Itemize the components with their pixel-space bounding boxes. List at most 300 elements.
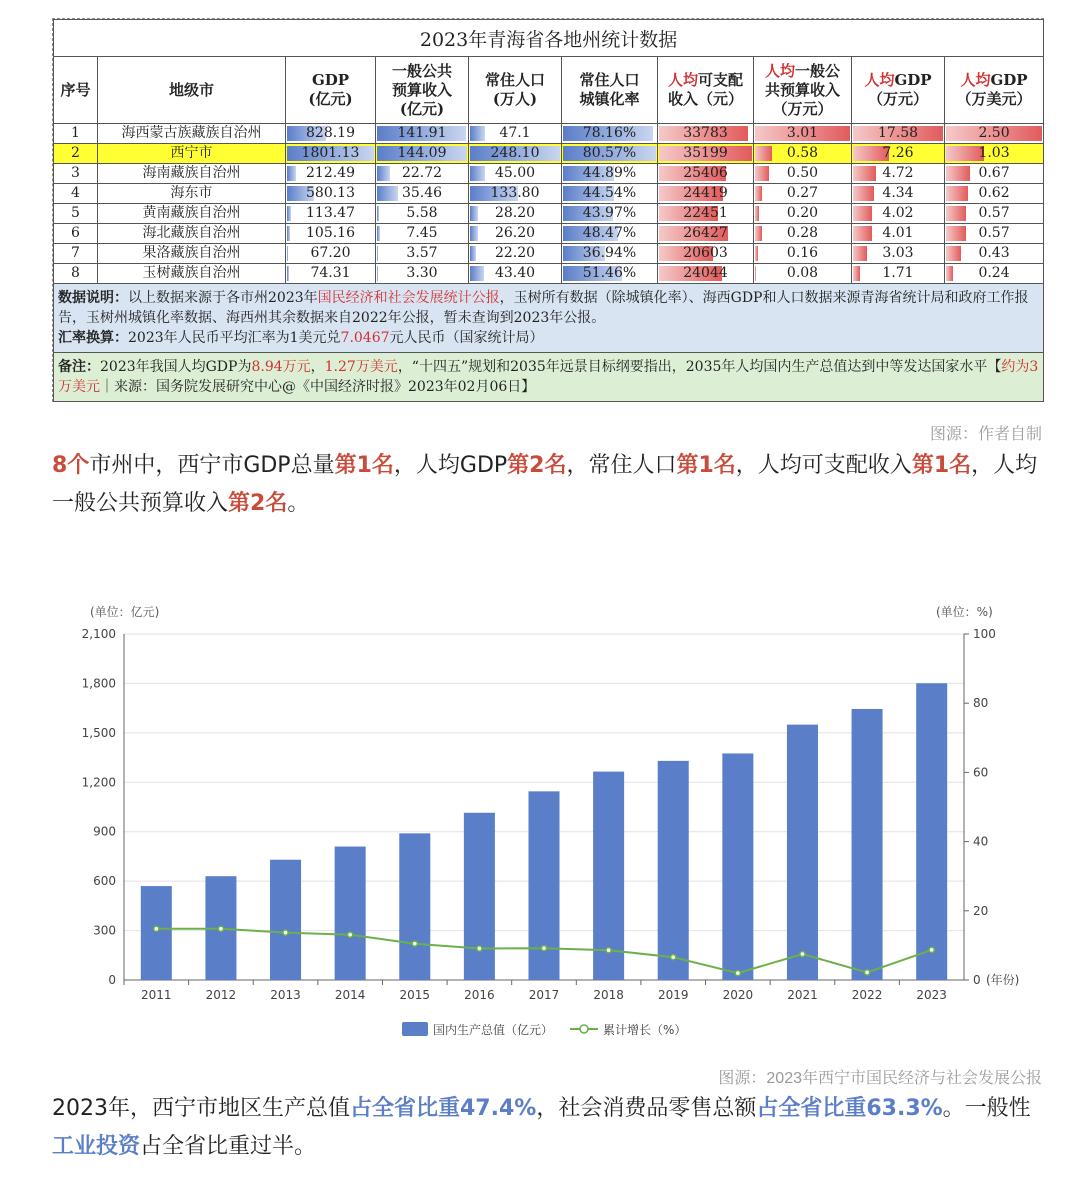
cell-gdp bbox=[286, 184, 376, 204]
data-bar-pop bbox=[470, 166, 485, 181]
gdp-bar bbox=[916, 683, 947, 980]
cell-pcgdpusd bbox=[945, 244, 1044, 264]
header-income bbox=[658, 57, 754, 124]
header-pcgdpusd bbox=[945, 57, 1044, 124]
cell-pop bbox=[469, 224, 562, 244]
cell-no: 7 bbox=[54, 244, 98, 264]
cell-value: 4.34 bbox=[882, 185, 914, 201]
gdp-bar bbox=[852, 709, 883, 980]
para1-seg-10: ，人均一般公共预算收入 bbox=[52, 453, 1038, 516]
data-bar-pcbudget bbox=[755, 246, 758, 261]
data-bar-pcbudget bbox=[755, 186, 762, 201]
cell-value: 3.03 bbox=[882, 245, 914, 261]
cell-value: 22.20 bbox=[494, 245, 536, 261]
cell-value: 0.27 bbox=[786, 185, 819, 201]
cell-pcgdp bbox=[852, 264, 945, 284]
cell-value: 248.10 bbox=[490, 145, 540, 161]
cell-income bbox=[658, 164, 754, 184]
cell-income bbox=[658, 244, 754, 264]
cell-value: 0.62 bbox=[978, 185, 1010, 201]
y-tick-left: 1,200 bbox=[81, 775, 116, 790]
left-axis-unit: (单位：亿元) bbox=[90, 605, 160, 619]
cell-value: 43.97% bbox=[582, 205, 637, 221]
gdp-bar bbox=[335, 847, 366, 980]
x-tick-label: 2023 bbox=[916, 988, 947, 1002]
data-bar-budget bbox=[377, 206, 379, 221]
cell-urban bbox=[562, 184, 658, 204]
table-body bbox=[54, 124, 1044, 284]
cell-value: 47.1 bbox=[499, 125, 531, 141]
remark-text-a: 2023年我国人均GDP为 bbox=[100, 359, 252, 375]
cell-value: 22.72 bbox=[401, 165, 443, 181]
image-source-2: 图源：2023年西宁市国民经济与社会发展公报 bbox=[718, 1070, 1042, 1087]
y-tick-left: 300 bbox=[93, 923, 116, 938]
cell-pcbudget bbox=[754, 264, 852, 284]
summary-paragraph-2 bbox=[52, 1090, 1044, 1166]
cell-value: 3.01 bbox=[786, 125, 819, 141]
cell-value: 0.43 bbox=[978, 245, 1010, 261]
cell-pop bbox=[469, 124, 562, 144]
para2-seg-5: 。一般性 bbox=[942, 1096, 1031, 1121]
cell-pcbudget bbox=[754, 124, 852, 144]
y-tick-left: 0 bbox=[108, 973, 116, 987]
cell-pcgdpusd bbox=[945, 164, 1044, 184]
cell-pop bbox=[469, 164, 562, 184]
para1-seg-9: 第1名 bbox=[911, 453, 972, 478]
header-urban: 常住人口 城镇化率 bbox=[562, 57, 658, 124]
cell-value: 4.72 bbox=[882, 165, 914, 181]
cell-income bbox=[658, 144, 754, 164]
cell-value: 2.50 bbox=[978, 125, 1010, 141]
data-bar-pcgdpusd bbox=[946, 206, 966, 221]
cell-gdp bbox=[286, 164, 376, 184]
cell-pcgdp bbox=[852, 204, 945, 224]
header-pcgdp-red: 人均 bbox=[864, 71, 895, 89]
cell-value: 3.57 bbox=[406, 245, 438, 261]
cell-city: 海东市 bbox=[98, 184, 286, 204]
legend-line-marker bbox=[580, 1025, 588, 1033]
para1-seg-5: 第2名 bbox=[507, 453, 567, 478]
cell-value: 43.40 bbox=[494, 265, 536, 281]
y-tick-right: 20 bbox=[973, 903, 989, 918]
growth-point bbox=[800, 951, 805, 956]
header-pcbudget-rest: 一般公 共预算收入 （万元） bbox=[764, 61, 841, 118]
data-bar-pcgdpusd bbox=[946, 166, 970, 181]
x-tick-label: 2015 bbox=[399, 988, 431, 1002]
cell-income bbox=[658, 204, 754, 224]
cell-value: 35199 bbox=[683, 145, 728, 161]
legend-line-label: 累计增长（%） bbox=[603, 1023, 687, 1037]
cell-pcbudget bbox=[754, 224, 852, 244]
cell-urban bbox=[562, 244, 658, 264]
cell-city: 玉树藏族自治州 bbox=[98, 264, 286, 284]
para1-seg-1: 8个 bbox=[52, 453, 90, 478]
x-tick-label: 2020 bbox=[722, 988, 754, 1002]
cell-pcbudget bbox=[754, 204, 852, 224]
table-row bbox=[54, 264, 1044, 284]
cell-value: 3.30 bbox=[406, 265, 438, 281]
cell-value: 1801.13 bbox=[301, 145, 360, 161]
growth-point bbox=[412, 941, 417, 946]
para2-seg-2: 占全省比重47.4% bbox=[350, 1096, 537, 1121]
growth-point bbox=[283, 930, 288, 935]
data-bar-pcgdpusd bbox=[946, 266, 953, 281]
cell-budget bbox=[376, 124, 469, 144]
cell-gdp bbox=[286, 144, 376, 164]
fx-note-text-b: 元人民币（国家统计局） bbox=[389, 330, 544, 346]
cell-budget bbox=[376, 264, 469, 284]
data-bar-pop bbox=[470, 206, 478, 221]
legend-bar-swatch bbox=[402, 1022, 428, 1036]
cell-budget bbox=[376, 244, 469, 264]
data-note-red: 国民经济和社会发展统计公报 bbox=[317, 290, 500, 306]
data-bar-gdp bbox=[287, 266, 289, 281]
cell-value: 44.89% bbox=[582, 165, 637, 181]
x-tick-label: 2017 bbox=[528, 988, 560, 1002]
statistics-table bbox=[53, 19, 1044, 402]
cell-value: 0.28 bbox=[786, 225, 819, 241]
cell-no: 2 bbox=[54, 144, 98, 164]
data-bar-pcgdp bbox=[853, 246, 867, 261]
cell-value: 36.94% bbox=[582, 245, 637, 261]
cell-pcgdpusd bbox=[945, 144, 1044, 164]
data-bar-gdp bbox=[287, 166, 296, 181]
gdp-bar bbox=[658, 761, 689, 980]
growth-point bbox=[218, 926, 223, 931]
para2-seg-3: ，社会消费品零售总额 bbox=[536, 1096, 757, 1121]
table-row bbox=[54, 224, 1044, 244]
fx-note-label: 汇率换算： bbox=[58, 330, 128, 346]
growth-point bbox=[477, 946, 482, 951]
data-note bbox=[54, 284, 1044, 353]
gdp-bar bbox=[787, 725, 818, 980]
x-axis-unit: (年份) bbox=[986, 973, 1020, 987]
para2-seg-7: 占全省比重过半。 bbox=[140, 1134, 317, 1159]
cell-pcgdp bbox=[852, 124, 945, 144]
para2-seg-4: 占全省比重63.3% bbox=[756, 1096, 943, 1121]
cell-budget bbox=[376, 184, 469, 204]
data-bar-pcgdpusd bbox=[946, 186, 968, 201]
cell-value: 48.47% bbox=[582, 225, 637, 241]
data-bar-pcgdpusd bbox=[946, 226, 966, 241]
table-row bbox=[54, 144, 1044, 164]
cell-value: 51.46% bbox=[582, 265, 637, 281]
header-pcgdp-rest: GDP （万元） bbox=[867, 71, 932, 108]
cell-value: 26.20 bbox=[494, 225, 536, 241]
growth-point bbox=[929, 947, 934, 952]
cell-value: 0.24 bbox=[978, 265, 1010, 281]
remark-note bbox=[54, 353, 1044, 402]
cell-value: 17.58 bbox=[877, 125, 919, 141]
data-bar-pcbudget bbox=[755, 266, 756, 281]
cell-pcgdpusd bbox=[945, 124, 1044, 144]
data-bar-pcgdp bbox=[853, 206, 872, 221]
header-no: 序号 bbox=[54, 57, 98, 124]
header-pcgdp bbox=[852, 57, 945, 124]
cell-value: 580.13 bbox=[306, 185, 355, 201]
fx-note-red: 7.0467 bbox=[340, 330, 390, 346]
data-note-label: 数据说明： bbox=[58, 290, 128, 306]
x-tick-label: 2016 bbox=[464, 988, 495, 1002]
cell-urban bbox=[562, 144, 658, 164]
cell-value: 67.20 bbox=[310, 245, 351, 261]
cell-value: 4.01 bbox=[882, 225, 914, 241]
growth-point bbox=[348, 932, 353, 937]
cell-value: 80.57% bbox=[582, 145, 637, 161]
data-bar-gdp bbox=[287, 226, 290, 241]
cell-pcgdp bbox=[852, 144, 945, 164]
cell-value: 44.54% bbox=[582, 185, 637, 201]
cell-value: 4.02 bbox=[882, 205, 914, 221]
data-bar-gdp bbox=[287, 206, 291, 221]
para1-seg-2: 市州中，西宁市GDP总量 bbox=[89, 453, 335, 478]
cell-pcbudget bbox=[754, 144, 852, 164]
cell-no: 3 bbox=[54, 164, 98, 184]
data-bar-pop bbox=[470, 126, 485, 141]
cell-pcgdpusd bbox=[945, 204, 1044, 224]
data-bar-budget bbox=[377, 226, 380, 241]
cell-value: 1.03 bbox=[978, 145, 1010, 161]
fx-note-text-a: 2023年人民币平均汇率为1美元兑 bbox=[128, 330, 341, 346]
cell-gdp bbox=[286, 204, 376, 224]
cell-pop bbox=[469, 244, 562, 264]
para2-seg-1: 2023年，西宁市地区生产总值 bbox=[52, 1096, 350, 1121]
remark-label: 备注： bbox=[58, 359, 100, 375]
data-bar-pcgdp bbox=[853, 186, 874, 201]
cell-pcgdp bbox=[852, 164, 945, 184]
cell-value: 105.16 bbox=[306, 225, 355, 241]
header-gdp: GDP (亿元) bbox=[286, 57, 376, 124]
cell-value: 24044 bbox=[683, 265, 728, 281]
para1-seg-7: 第1名 bbox=[676, 453, 736, 478]
cell-urban bbox=[562, 264, 658, 284]
cell-city: 海北藏族自治州 bbox=[98, 224, 286, 244]
y-tick-left: 1,800 bbox=[81, 676, 116, 691]
cell-pcgdp bbox=[852, 244, 945, 264]
remark-red-1: 8.94万元 bbox=[251, 359, 311, 375]
cell-value: 26427 bbox=[683, 225, 728, 241]
cell-value: 78.16% bbox=[582, 125, 637, 141]
cell-value: 0.50 bbox=[786, 165, 819, 181]
cell-value: 133.80 bbox=[490, 185, 540, 201]
x-tick-label: 2022 bbox=[851, 988, 883, 1002]
cell-value: 0.20 bbox=[786, 205, 819, 221]
y-tick-left: 2,100 bbox=[81, 627, 116, 641]
cell-city: 黄南藏族自治州 bbox=[98, 204, 286, 224]
y-tick-left: 900 bbox=[93, 824, 116, 839]
cell-value: 33783 bbox=[683, 125, 728, 141]
remark-red-2: 1.27万美元 bbox=[324, 359, 398, 375]
cell-value: 144.09 bbox=[397, 145, 447, 161]
data-bar-pcgdp bbox=[853, 166, 876, 181]
gdp-bar bbox=[722, 753, 753, 980]
cell-no: 1 bbox=[54, 124, 98, 144]
para2-seg-6: 工业投资 bbox=[52, 1134, 141, 1159]
data-bar-pcbudget bbox=[755, 226, 762, 241]
cell-urban bbox=[562, 124, 658, 144]
cell-gdp bbox=[286, 124, 376, 144]
cell-budget bbox=[376, 164, 469, 184]
cell-value: 0.08 bbox=[786, 265, 819, 281]
header-budget: 一般公共 预算收入 (亿元) bbox=[376, 57, 469, 124]
data-bar-pcgdp bbox=[853, 266, 860, 281]
cell-value: 25406 bbox=[683, 165, 728, 181]
image-source-1: 图源：作者自制 bbox=[929, 426, 1042, 443]
header-pcbudget bbox=[754, 57, 852, 124]
cell-value: 1.71 bbox=[882, 265, 914, 281]
cell-gdp bbox=[286, 244, 376, 264]
gdp-bar bbox=[528, 791, 559, 980]
data-bar-pcgdpusd bbox=[946, 246, 961, 261]
cell-no: 6 bbox=[54, 224, 98, 244]
cell-value: 0.67 bbox=[978, 165, 1010, 181]
cell-value: 45.00 bbox=[494, 165, 536, 181]
x-tick-label: 2014 bbox=[334, 988, 366, 1002]
header-income-red: 人均 bbox=[667, 71, 698, 89]
y-tick-right: 0 bbox=[973, 973, 981, 987]
cell-value: 20603 bbox=[683, 245, 728, 261]
growth-point bbox=[606, 948, 611, 953]
x-tick-label: 2021 bbox=[787, 988, 818, 1002]
header-city: 地级市 bbox=[98, 57, 286, 124]
y-tick-right: 60 bbox=[973, 765, 989, 780]
data-bar-pop bbox=[470, 266, 484, 281]
remark-text-c: ｜来源：国务院发展研究中心@《中国经济时报》2023年02月06日】 bbox=[100, 379, 536, 395]
growth-point bbox=[864, 970, 869, 975]
cell-value: 22451 bbox=[683, 205, 728, 221]
cell-value: 113.47 bbox=[306, 205, 355, 221]
remark-red-3: 约为3万美元 bbox=[58, 359, 1039, 395]
data-bar-budget bbox=[377, 186, 398, 201]
cell-urban bbox=[562, 204, 658, 224]
remark-sep: ， bbox=[310, 359, 325, 375]
cell-value: 24419 bbox=[683, 185, 728, 201]
remark-text-b: ，“十四五”规划和2035年远景目标纲要指出，2035年人均国内生产总值达到中等发达国家水平【 bbox=[397, 359, 1002, 375]
cell-pcgdpusd bbox=[945, 184, 1044, 204]
cell-income bbox=[658, 184, 754, 204]
cell-value: 74.31 bbox=[310, 265, 351, 281]
para1-seg-6: ，常住人口 bbox=[566, 453, 677, 478]
table-row bbox=[54, 184, 1044, 204]
table-row bbox=[54, 204, 1044, 224]
summary-paragraph-1 bbox=[52, 447, 1044, 523]
y-tick-left: 600 bbox=[93, 874, 116, 889]
gdp-bar bbox=[141, 886, 172, 980]
header-pcbudget-red: 人均 bbox=[764, 61, 795, 80]
x-tick-label: 2019 bbox=[657, 988, 689, 1002]
cell-pop bbox=[469, 264, 562, 284]
cell-income bbox=[658, 264, 754, 284]
gdp-bar bbox=[399, 833, 430, 980]
right-axis-unit: (单位：%) bbox=[936, 605, 993, 619]
data-note-text-b: ，玉树所有数据（除城镇化率）、海西GDP和人口数据来源青海省统计局和政府工作报告，玉树州城镇化率数据、海西州其余数据来自2022年公报，暂未查询到2023年公报。 bbox=[58, 290, 1029, 326]
table-row bbox=[54, 164, 1044, 184]
para1-seg-12: 。 bbox=[287, 491, 310, 516]
table-title: 2023年青海省各地州统计数据 bbox=[54, 20, 1044, 57]
cell-income bbox=[658, 124, 754, 144]
cell-budget bbox=[376, 224, 469, 244]
gdp-chart bbox=[52, 590, 1044, 1050]
growth-point bbox=[154, 926, 159, 931]
header-pop: 常住人口 (万人) bbox=[469, 57, 562, 124]
data-bar-pop bbox=[470, 246, 476, 261]
cell-pop bbox=[469, 204, 562, 224]
gdp-bar bbox=[270, 860, 301, 980]
y-tick-right: 100 bbox=[973, 627, 996, 641]
cell-urban bbox=[562, 224, 658, 244]
cell-no: 8 bbox=[54, 264, 98, 284]
cell-value: 0.58 bbox=[786, 145, 819, 161]
cell-pcbudget bbox=[754, 244, 852, 264]
cell-city: 海南藏族自治州 bbox=[98, 164, 286, 184]
cell-value: 28.20 bbox=[494, 205, 536, 221]
data-note-text-a: 以上数据来源于各市州2023年 bbox=[128, 290, 318, 306]
cell-pcbudget bbox=[754, 184, 852, 204]
para1-seg-3: 第1名 bbox=[334, 453, 394, 478]
y-tick-left: 1,500 bbox=[81, 725, 116, 740]
table-row bbox=[54, 124, 1044, 144]
data-bar-pcbudget bbox=[755, 206, 759, 221]
para1-seg-8: ，人均可支配收入 bbox=[735, 453, 912, 478]
x-tick-label: 2011 bbox=[141, 988, 172, 1002]
cell-pcbudget bbox=[754, 164, 852, 184]
cell-value: 141.91 bbox=[397, 125, 447, 141]
data-bar-pop bbox=[470, 226, 478, 241]
data-bar-gdp bbox=[287, 246, 288, 261]
data-bar-pcbudget bbox=[755, 166, 769, 181]
x-tick-label: 2013 bbox=[270, 988, 301, 1002]
para1-seg-11: 第2名 bbox=[228, 491, 288, 516]
cell-pcgdp bbox=[852, 184, 945, 204]
data-bar-budget bbox=[377, 166, 390, 181]
data-bar-pcgdp bbox=[853, 226, 872, 241]
growth-point bbox=[671, 955, 676, 960]
cell-value: 35.46 bbox=[401, 185, 443, 201]
para1-seg-4: ，人均GDP bbox=[393, 453, 508, 478]
cell-city: 果洛藏族自治州 bbox=[98, 244, 286, 264]
cell-city: 海西蒙古族藏族自治州 bbox=[98, 124, 286, 144]
cell-value: 5.58 bbox=[406, 205, 438, 221]
cell-budget bbox=[376, 204, 469, 224]
cell-value: 0.57 bbox=[978, 205, 1010, 221]
cell-gdp bbox=[286, 264, 376, 284]
gdp-bar bbox=[464, 813, 495, 980]
cell-income bbox=[658, 224, 754, 244]
data-bar-pcbudget bbox=[755, 146, 772, 161]
cell-value: 7.26 bbox=[882, 145, 914, 161]
cell-pcgdpusd bbox=[945, 224, 1044, 244]
cell-pop bbox=[469, 144, 562, 164]
table-row bbox=[54, 244, 1044, 264]
growth-point bbox=[735, 970, 740, 975]
legend-bar-label: 国内生产总值（亿元） bbox=[433, 1023, 554, 1037]
cell-no: 5 bbox=[54, 204, 98, 224]
x-tick-label: 2018 bbox=[593, 988, 624, 1002]
cell-city: 西宁市 bbox=[98, 144, 286, 164]
cell-pcgdp bbox=[852, 224, 945, 244]
header-pcgdpusd-red: 人均 bbox=[960, 71, 991, 89]
cell-urban bbox=[562, 164, 658, 184]
x-tick-label: 2012 bbox=[205, 988, 237, 1002]
cell-value: 828.19 bbox=[306, 125, 355, 141]
cell-value: 212.49 bbox=[306, 165, 355, 181]
header-pcgdpusd-rest: GDP （万美元） bbox=[956, 71, 1032, 108]
cell-value: 0.16 bbox=[786, 245, 819, 261]
y-tick-right: 80 bbox=[973, 696, 989, 711]
y-tick-right: 40 bbox=[973, 834, 989, 849]
cell-pop bbox=[469, 184, 562, 204]
header-income-rest: 可支配 收入（元） bbox=[667, 71, 744, 108]
